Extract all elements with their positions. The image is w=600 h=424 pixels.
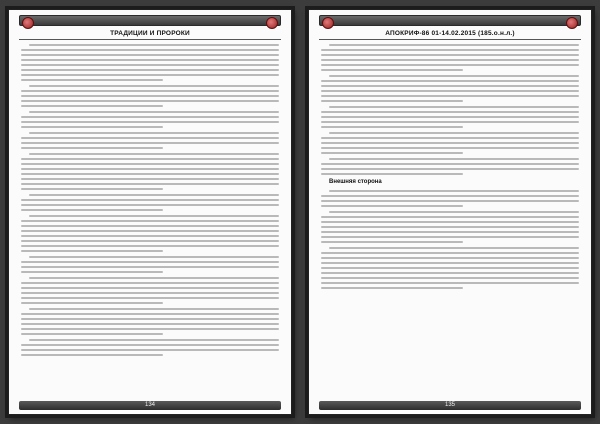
left-page-header: ТРАДИЦИИ И ПРОРОКИ	[19, 30, 281, 40]
text-line-placeholder	[21, 354, 163, 356]
text-line-placeholder	[21, 199, 279, 201]
text-line-placeholder	[21, 90, 279, 92]
text-line-placeholder	[29, 111, 279, 113]
paragraph-placeholder	[21, 339, 279, 356]
left-banner-emblem-icon	[22, 17, 34, 29]
text-line-placeholder	[329, 158, 579, 160]
text-line-placeholder	[21, 344, 279, 346]
text-line-placeholder	[321, 95, 579, 97]
text-line-placeholder	[21, 183, 279, 185]
text-line-placeholder	[321, 236, 579, 238]
text-line-placeholder	[21, 69, 279, 71]
text-line-placeholder	[321, 277, 579, 279]
text-line-placeholder	[29, 132, 279, 134]
text-line-placeholder	[29, 44, 279, 46]
text-line-placeholder	[321, 152, 463, 154]
text-line-placeholder	[21, 173, 279, 175]
text-line-placeholder	[21, 79, 163, 81]
paragraph-placeholder	[21, 215, 279, 252]
left-page-number: 134	[19, 401, 281, 410]
text-line-placeholder	[321, 205, 463, 207]
paragraph-placeholder	[321, 211, 579, 243]
text-line-placeholder	[329, 132, 579, 134]
text-line-placeholder	[321, 147, 579, 149]
text-line-placeholder	[29, 85, 279, 87]
text-line-placeholder	[21, 121, 279, 123]
paragraph-placeholder	[21, 85, 279, 107]
text-line-placeholder	[321, 116, 579, 118]
text-line-placeholder	[21, 105, 163, 107]
text-line-placeholder	[29, 277, 279, 279]
right-body-before-heading	[321, 44, 579, 175]
text-line-placeholder	[21, 271, 163, 273]
paragraph-placeholder	[321, 247, 579, 289]
text-line-placeholder	[21, 209, 163, 211]
text-line-placeholder	[321, 216, 579, 218]
text-line-placeholder	[21, 64, 279, 66]
text-line-placeholder	[329, 106, 579, 108]
text-line-placeholder	[321, 257, 579, 259]
paragraph-placeholder	[321, 106, 579, 128]
paragraph-placeholder	[21, 111, 279, 128]
text-line-placeholder	[21, 142, 279, 144]
text-line-placeholder	[29, 339, 279, 341]
text-line-placeholder	[21, 147, 163, 149]
text-line-placeholder	[329, 190, 579, 192]
text-line-placeholder	[321, 64, 579, 66]
text-line-placeholder	[21, 74, 279, 76]
paragraph-placeholder	[21, 153, 279, 190]
text-line-placeholder	[321, 80, 579, 82]
paragraph-placeholder	[21, 308, 279, 335]
text-line-placeholder	[21, 287, 279, 289]
text-line-placeholder	[21, 59, 279, 61]
left-banner-emblem-icon	[322, 17, 334, 29]
text-line-placeholder	[321, 111, 579, 113]
text-line-placeholder	[329, 75, 579, 77]
section-heading: Внешняя сторона	[329, 179, 382, 185]
text-line-placeholder	[321, 90, 579, 92]
paragraph-placeholder	[321, 132, 579, 154]
right-banner-emblem-icon	[266, 17, 278, 29]
text-line-placeholder	[21, 116, 279, 118]
text-line-placeholder	[29, 153, 279, 155]
text-line-placeholder	[329, 211, 579, 213]
text-line-placeholder	[21, 163, 279, 165]
paragraph-placeholder	[321, 158, 579, 175]
text-line-placeholder	[21, 225, 279, 227]
text-line-placeholder	[21, 220, 279, 222]
text-line-placeholder	[321, 168, 579, 170]
text-line-placeholder	[321, 69, 463, 71]
text-line-placeholder	[21, 204, 279, 206]
text-line-placeholder	[21, 245, 279, 247]
text-line-placeholder	[21, 54, 279, 56]
text-line-placeholder	[21, 266, 279, 268]
text-line-placeholder	[21, 100, 279, 102]
text-line-placeholder	[321, 226, 579, 228]
text-line-placeholder	[21, 137, 279, 139]
text-line-placeholder	[321, 173, 463, 175]
text-line-placeholder	[321, 262, 579, 264]
text-line-placeholder	[21, 333, 163, 335]
text-line-placeholder	[321, 121, 579, 123]
paragraph-placeholder	[321, 75, 579, 102]
text-line-placeholder	[21, 126, 163, 128]
text-line-placeholder	[321, 252, 579, 254]
text-line-placeholder	[329, 247, 579, 249]
text-line-placeholder	[29, 215, 279, 217]
text-line-placeholder	[21, 323, 279, 325]
text-line-placeholder	[29, 308, 279, 310]
paragraph-placeholder	[321, 190, 579, 207]
text-line-placeholder	[21, 282, 279, 284]
text-line-placeholder	[321, 137, 579, 139]
text-line-placeholder	[321, 272, 579, 274]
paragraph-placeholder	[21, 132, 279, 149]
right-banner	[319, 15, 581, 26]
text-line-placeholder	[321, 287, 463, 289]
paragraph-placeholder	[21, 194, 279, 211]
text-line-placeholder	[21, 313, 279, 315]
text-line-placeholder	[321, 49, 579, 51]
text-line-placeholder	[321, 163, 579, 165]
text-line-placeholder	[21, 235, 279, 237]
text-line-placeholder	[29, 256, 279, 258]
paragraph-placeholder	[21, 277, 279, 304]
paragraph-placeholder	[321, 44, 579, 71]
paragraph-placeholder	[21, 44, 279, 81]
text-line-placeholder	[321, 54, 579, 56]
text-line-placeholder	[321, 85, 579, 87]
text-line-placeholder	[321, 195, 579, 197]
text-line-placeholder	[21, 230, 279, 232]
text-line-placeholder	[321, 221, 579, 223]
right-page	[308, 9, 592, 415]
text-line-placeholder	[321, 59, 579, 61]
text-line-placeholder	[321, 126, 463, 128]
text-line-placeholder	[21, 250, 163, 252]
text-line-placeholder	[29, 194, 279, 196]
right-banner-emblem-icon	[566, 17, 578, 29]
text-line-placeholder	[21, 318, 279, 320]
text-line-placeholder	[21, 240, 279, 242]
text-line-placeholder	[321, 231, 579, 233]
text-line-placeholder	[321, 142, 579, 144]
text-line-placeholder	[21, 95, 279, 97]
left-banner	[19, 15, 281, 26]
right-page-header: АПОКРИФ-86 01-14.02.2015 (185.о.н.л.)	[319, 30, 581, 40]
text-line-placeholder	[21, 158, 279, 160]
text-line-placeholder	[21, 297, 279, 299]
left-page	[8, 9, 292, 415]
text-line-placeholder	[321, 100, 463, 102]
text-line-placeholder	[21, 188, 163, 190]
text-line-placeholder	[21, 261, 279, 263]
text-line-placeholder	[21, 349, 279, 351]
text-line-placeholder	[21, 302, 163, 304]
text-line-placeholder	[321, 267, 579, 269]
text-line-placeholder	[21, 292, 279, 294]
text-line-placeholder	[21, 328, 279, 330]
text-line-placeholder	[321, 282, 579, 284]
text-line-placeholder	[321, 200, 579, 202]
text-line-placeholder	[21, 168, 279, 170]
text-line-placeholder	[21, 49, 279, 51]
text-line-placeholder	[329, 44, 579, 46]
right-page-number: 135	[319, 401, 581, 410]
text-line-placeholder	[321, 241, 463, 243]
text-line-placeholder	[21, 178, 279, 180]
right-page-body	[321, 44, 579, 396]
left-page-body	[21, 44, 279, 396]
right-body-after-heading	[321, 190, 579, 289]
paragraph-placeholder	[21, 256, 279, 273]
